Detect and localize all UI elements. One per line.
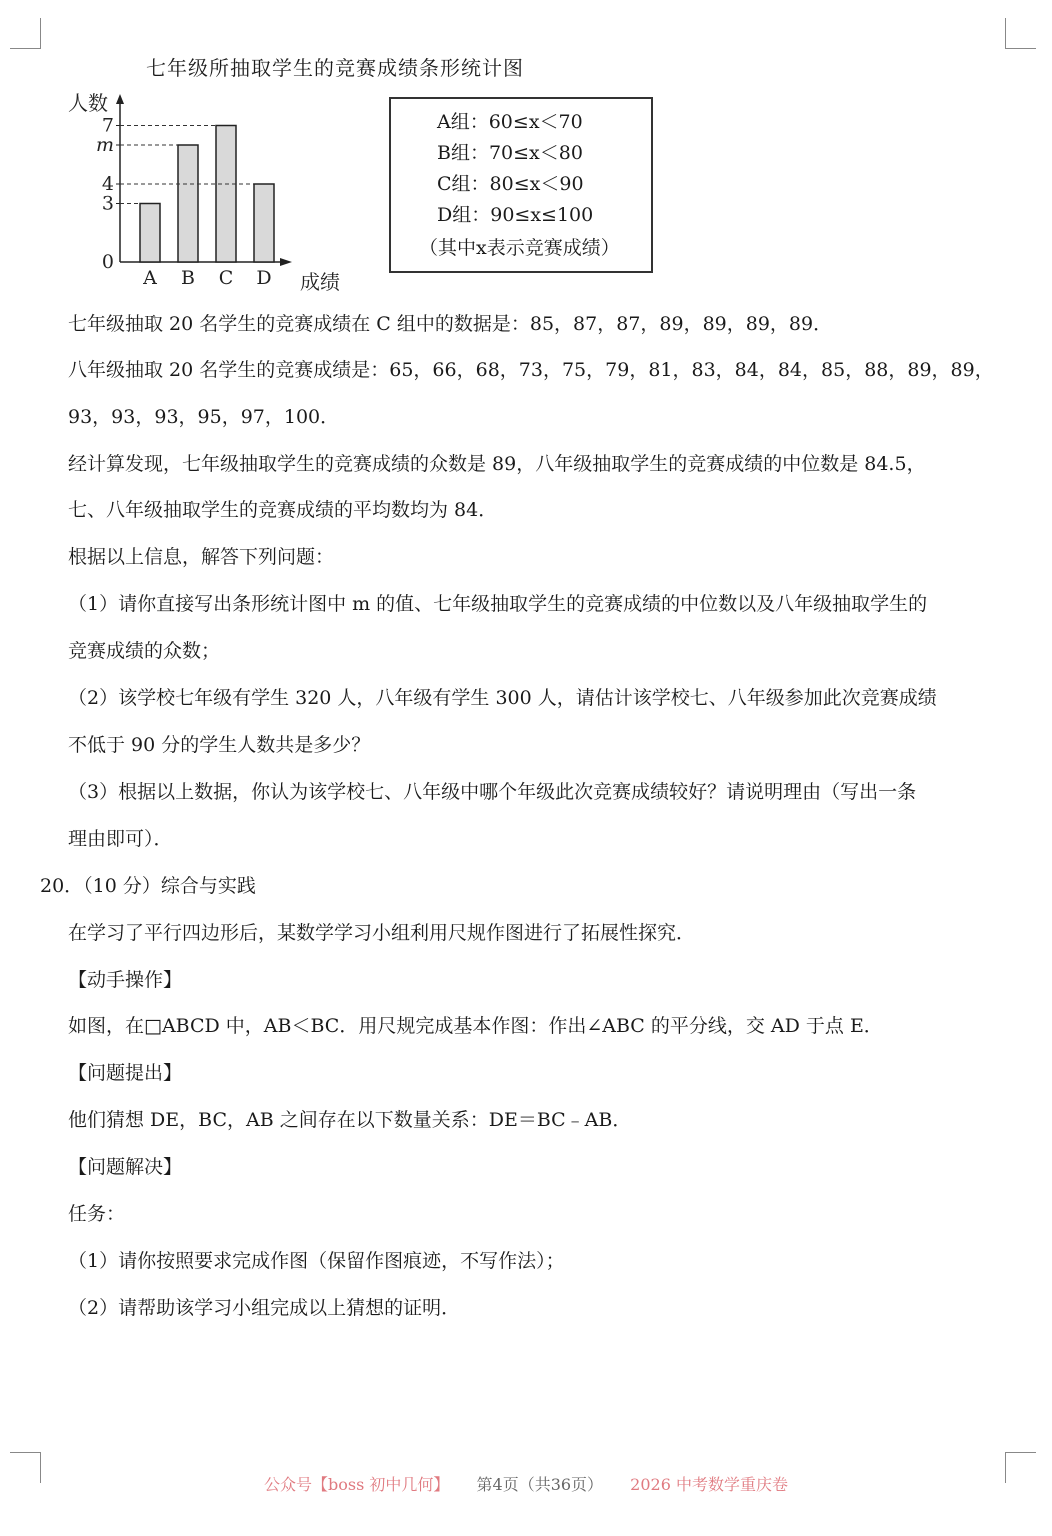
- paragraph-conjecture: 他们猜想 DE，BC，AB 之间存在以下数量关系：DE＝BC﹣AB．: [68, 1109, 632, 1131]
- y-tick-label: 7: [101, 114, 114, 137]
- chart-title: 七年级所抽取学生的竞赛成绩条形统计图: [146, 56, 524, 80]
- x-axis-arrow: [280, 258, 292, 266]
- paragraph-grade8-data-line2: 93，93，93，95，97，100．: [68, 406, 340, 428]
- question-1-line1: （1）请你直接写出条形统计图中 m 的值、七年级抽取学生的竞赛成绩的中位数以及八年级抽取学生的: [68, 593, 928, 615]
- question-2-line2: 不低于 90 分的学生人数共是多少？: [68, 734, 371, 756]
- page-footer: [0, 1472, 1052, 1495]
- y-tick-label: 0: [101, 251, 114, 273]
- question-2-line1: （2）该学校七年级有学生 320 人，八年级有学生 300 人，请估计该学校七、八年级参加此次竞赛成绩: [68, 687, 937, 709]
- legend-item-a: A组：60≤x＜70: [437, 111, 583, 133]
- paragraph-statistics-line2: 七、八年级抽取学生的竞赛成绩的平均数均为 84．: [68, 499, 498, 521]
- question-3-line2: 理由即可）．: [68, 828, 173, 850]
- bar-a: [140, 204, 160, 263]
- crop-mark-top-left: [10, 18, 41, 49]
- paragraph-construction: 如图，在□ABCD 中，AB＜BC．用尺规完成基本作图：作出∠ABC 的平分线，交 AD 于点 E．: [68, 1015, 883, 1037]
- x-tick-label: D: [256, 267, 272, 289]
- question-1-line2: 竞赛成绩的众数；: [68, 640, 221, 662]
- paragraph-instructions: 根据以上信息，解答下列问题：: [68, 546, 335, 568]
- paragraph-statistics-line1: 经计算发现，七年级抽取学生的竞赛成绩的众数是 89，八年级抽取学生的竞赛成绩的中位数是 84.5，: [68, 453, 926, 475]
- bar-chart: [60, 86, 360, 296]
- task-2: （2）请帮助该学习小组完成以上猜想的证明．: [68, 1297, 461, 1319]
- legend-box: [389, 97, 653, 273]
- y-tick-label: m: [95, 134, 114, 156]
- question-20-heading: 20．（10 分）综合与实践: [40, 875, 256, 897]
- bar-d: [254, 184, 274, 262]
- paragraph-tasks-label: 任务：: [68, 1203, 126, 1225]
- paragraph-c-group-data: 七年级抽取 20 名学生的竞赛成绩在 C 组中的数据是：85，87，87，89，89，89，89．: [68, 313, 833, 335]
- paragraph-grade8-data-line1: 八年级抽取 20 名学生的竞赛成绩是：65，66，68，73，75，79，81，83，84，84，85，88，89，89，: [68, 359, 994, 381]
- section-hands-on-heading: 【动手操作】: [68, 969, 183, 991]
- footer-page-number: 第4页（共36页）: [476, 1475, 604, 1494]
- x-tick-label: A: [143, 267, 157, 289]
- y-tick-label: 4: [101, 173, 114, 195]
- crop-mark-top-right: [1005, 18, 1036, 49]
- bar-b: [178, 145, 198, 262]
- footer-exam-name: 2026 中考数学重庆卷: [630, 1475, 788, 1494]
- footer-source: 公众号【boss 初中几何】: [264, 1475, 450, 1494]
- y-tick-label: 3: [101, 192, 114, 215]
- y-axis-arrow: [116, 94, 124, 104]
- task-1: （1）请你按照要求完成作图（保留作图痕迹，不写作法）；: [68, 1250, 565, 1272]
- section-solution-heading: 【问题解决】: [68, 1156, 183, 1178]
- legend-item-b: B组：70≤x＜80: [437, 142, 583, 164]
- paragraph-intro: 在学习了平行四边形后，某数学学习小组利用尺规作图进行了拓展性探究．: [68, 922, 696, 944]
- legend-item-d: D组：90≤x≤100: [437, 204, 594, 226]
- x-axis-label: 成绩: [300, 270, 340, 294]
- legend-item-c: C组：80≤x＜90: [437, 173, 584, 195]
- bar-c: [216, 126, 236, 263]
- question-3-line1: （3）根据以上数据，你认为该学校七、八年级中哪个年级此次竞赛成绩较好？请说明理由（写出一条: [68, 781, 917, 803]
- x-tick-label: B: [181, 267, 195, 289]
- x-tick-label: C: [218, 267, 234, 289]
- legend-note: （其中x表示竞赛成绩）: [419, 237, 620, 259]
- section-problem-heading: 【问题提出】: [68, 1062, 183, 1084]
- y-axis-label: 人数: [68, 91, 108, 115]
